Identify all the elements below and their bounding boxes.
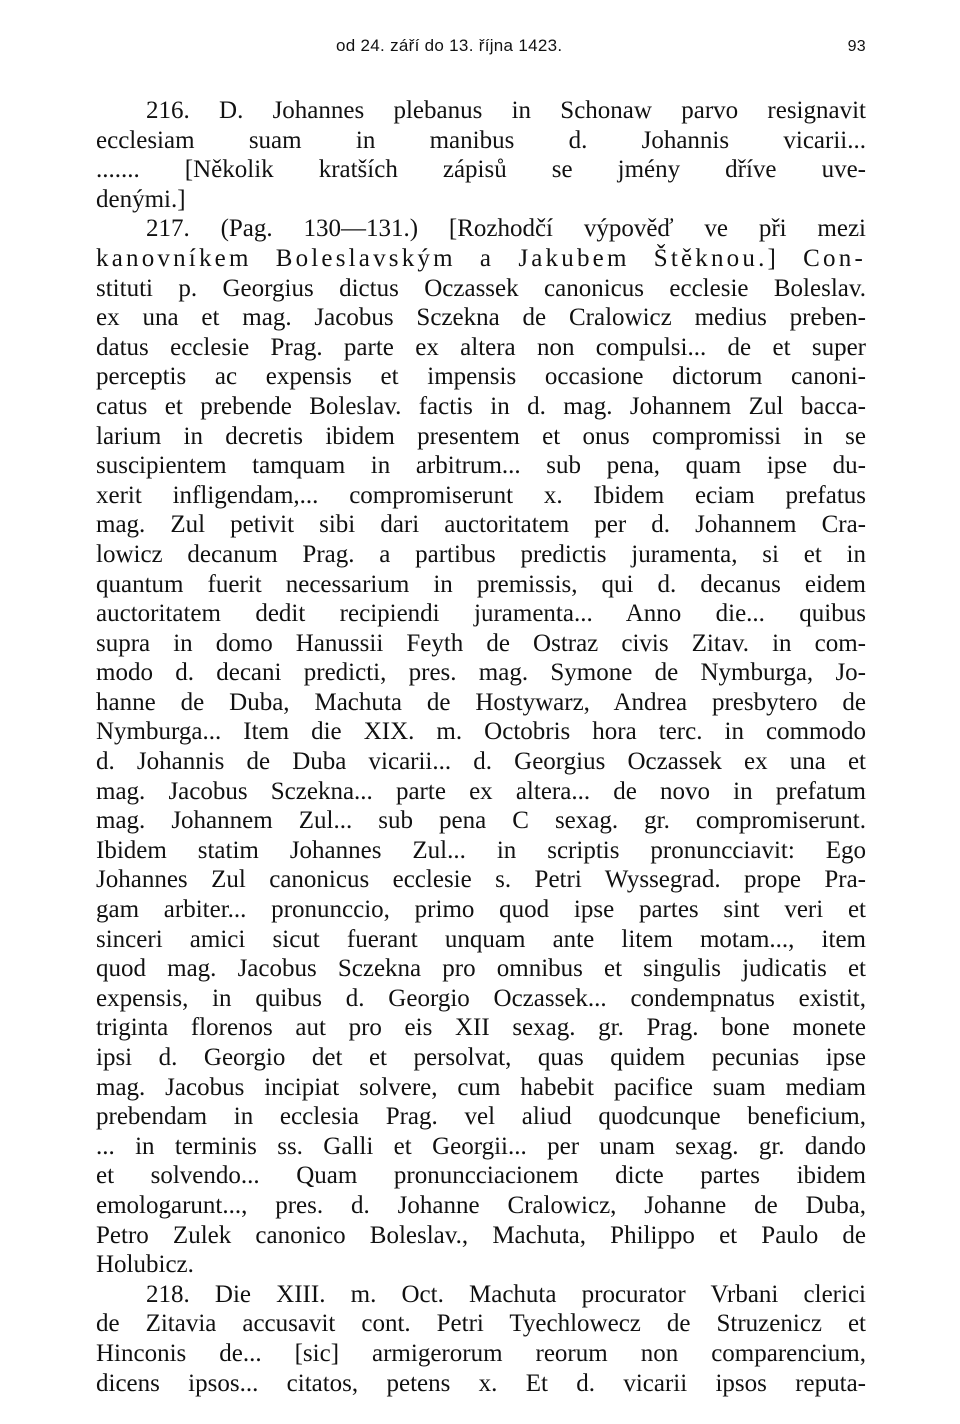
text-line: 216. D. Johannes plebanus in Schonaw parvo resignavit	[146, 97, 866, 124]
text-line: triginta florenos aut pro eis XII sexag. gr. Prag. bone monete	[96, 1014, 866, 1042]
text-line: sinceri amici sicut fuerant unquam ante litem motam..., item	[96, 925, 866, 953]
text-line: datus ecclesie Prag. parte ex altera non compulsi... de et super	[96, 333, 866, 361]
text-line: gam arbiter... pronunccio, primo quod ipse partes sint veri et	[96, 896, 866, 924]
text-line: dicens ipsos... citatos, petens x. Et d. vicarii ipsos reputa-	[96, 1369, 866, 1397]
text-line: Petro Zulek canonico Boleslav., Machuta, Philippo et Paulo de	[96, 1221, 866, 1249]
text-line: quantum fuerit necessarium in premissis, qui d. decanus eidem	[96, 570, 866, 598]
text-line: stituti p. Georgius dictus Oczassek canonicus ecclesie Boleslav.	[96, 274, 866, 302]
text-line: lowicz decanum Prag. a partibus predictis juramenta, si et in	[96, 540, 866, 568]
text-line: de Zitavia accusavit cont. Petri Tyechlowecz de Struzenicz et	[96, 1310, 866, 1338]
text-line: hanne de Duba, Machuta de Hostywarz, Andrea presbytero de	[96, 688, 866, 716]
text-line: ipsi d. Georgio det et persolvat, quas quidem pecunias ipse	[96, 1044, 866, 1071]
text-line: quod mag. Jacobus Sczekna pro omnibus et singulis judicatis et	[96, 955, 866, 983]
text-line: modo d. decani predicti, pres. mag. Symone de Nymburga, Jo-	[96, 659, 866, 687]
running-title: od 24. září do 13. října 1423.	[336, 36, 563, 55]
text-line: et solvendo... Quam pronuncciacionem dicte partes ibidem	[96, 1162, 866, 1190]
text-line: auctoritatem dedit recipiendi juramenta... Anno die... quibus	[96, 600, 866, 628]
text-line: d. Johannis de Duba vicarii... d. Georgius Oczassek ex una et	[96, 748, 866, 776]
text-line: ....... [Několik kratších zápisů se jmény dříve uve-	[96, 156, 866, 184]
text-line: 217. (Pag. 130—131.) [Rozhodčí výpověď ve při mezi	[146, 215, 866, 243]
running-header	[96, 36, 866, 82]
page-number: 93	[847, 38, 866, 55]
text-line: suscipientem tamquam in arbitrum... sub pena, quam ipse du-	[96, 452, 866, 480]
text-line: 218. Die XIII. m. Oct. Machuta procurator Vrbani clerici	[146, 1280, 866, 1308]
text-line: larium in decretis ibidem presentem et onus compromissi in se	[96, 422, 866, 450]
text-line: emologarunt..., pres. d. Johanne Cralowicz, Johanne de Duba,	[96, 1191, 866, 1219]
text-line: expensis, in quibus d. Georgio Oczassek... condempnatus existit,	[96, 984, 866, 1012]
text-line: catus et prebende Boleslav. factis in d. mag. Johannem Zul bacca-	[96, 392, 866, 420]
text-line: xerit infligendam,... compromiserunt x. Ibidem eciam prefatus	[96, 481, 866, 509]
document-body	[96, 96, 866, 1398]
text-line: ex una et mag. Jacobus Sczekna de Cralowicz medius preben-	[96, 304, 866, 332]
text-line: mag. Johannem Zul... sub pena C sexag. gr. compromiserunt.	[96, 807, 866, 835]
text-line: Ibidem statim Johannes Zul... in scriptis pronuncciavit: Ego	[96, 836, 866, 864]
text-line: Hinconis de... [sic] armigerorum reorum non comparencium,	[96, 1339, 866, 1367]
text-line: Holubicz.	[96, 1251, 194, 1279]
text-line: ecclesiam suam in manibus d. Johannis vicarii...	[96, 126, 866, 154]
text-line: supra in domo Hanussii Feyth de Ostraz civis Zitav. in com-	[96, 629, 866, 657]
document-page	[96, 36, 866, 1398]
text-line: denými.]	[96, 185, 186, 213]
text-line: mag. Jacobus Sczekna... parte ex altera... de novo in prefatum	[96, 777, 866, 805]
text-line: perceptis ac expensis et impensis occasione dictorum canoni-	[96, 363, 866, 391]
text-line: prebendam in ecclesia Prag. vel aliud quodcunque beneficium,	[96, 1103, 866, 1131]
text-line: kanovníkem Boleslavským a Jakubem Štěknou.] Con-	[96, 244, 866, 272]
text-line: Johannes Zul canonicus ecclesie s. Petri Wyssegrad. prope Pra-	[96, 866, 866, 894]
text-line: ... in terminis ss. Galli et Georgii... per unam sexag. gr. dando	[96, 1132, 866, 1160]
text-line: Nymburga... Item die XIX. m. Octobris hora terc. in commodo	[96, 718, 866, 746]
text-line: mag. Zul petivit sibi dari auctoritatem per d. Johannem Cra-	[96, 511, 866, 539]
text-line: mag. Jacobus incipiat solvere, cum habebit pacifice suam mediam	[96, 1073, 866, 1101]
